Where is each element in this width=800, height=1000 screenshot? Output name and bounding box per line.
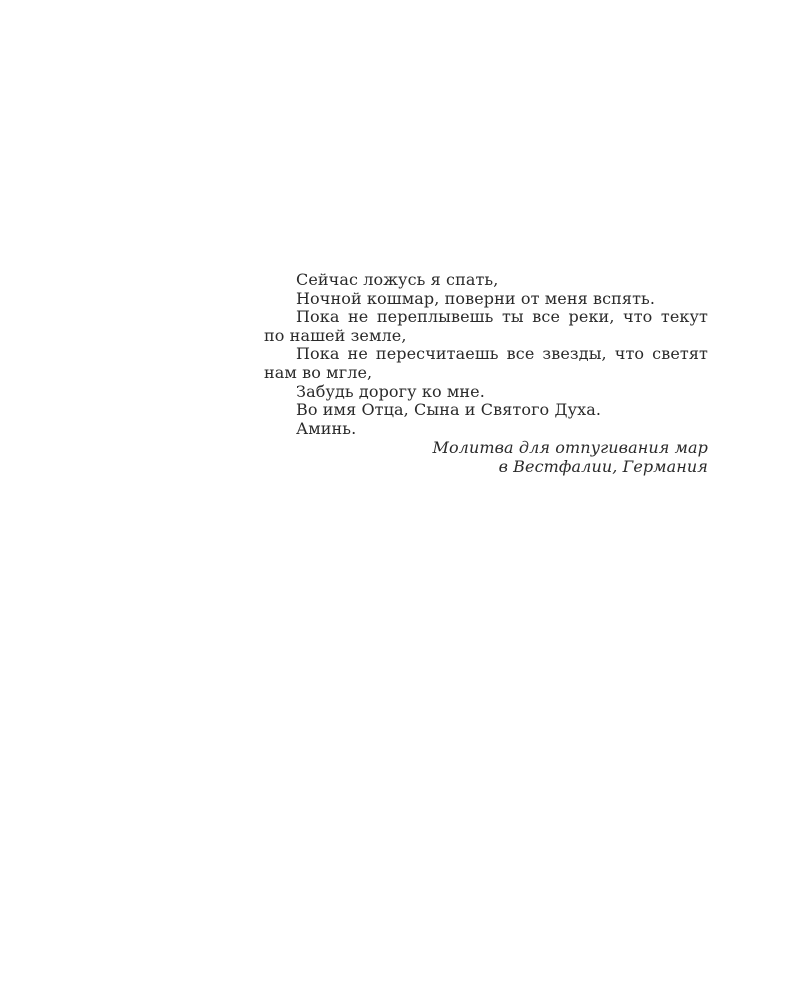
attribution-line: в Вестфалии, Германия xyxy=(498,457,708,477)
attribution xyxy=(264,438,708,476)
poem xyxy=(264,271,708,438)
poem-line: Аминь. xyxy=(296,418,357,438)
attribution-line: Молитва для отпугивания мар xyxy=(432,438,708,458)
poem-line: Сейчас ложусь я спать, xyxy=(296,270,499,289)
poem-line: Пока не переплывешь ты все реки, что текут по нашей земле, xyxy=(264,307,708,345)
poem-line: Забудь дорогу ко мне. xyxy=(296,381,485,401)
poem-line: Пока не пересчитаешь все звезды, что светят нам во мгле, xyxy=(264,344,708,382)
poem-line: Ночной кошмар, поверни от меня вспять. xyxy=(296,288,656,308)
poem-line: Во имя Отца, Сына и Святого Духа. xyxy=(296,400,602,420)
epigraph xyxy=(264,271,708,476)
